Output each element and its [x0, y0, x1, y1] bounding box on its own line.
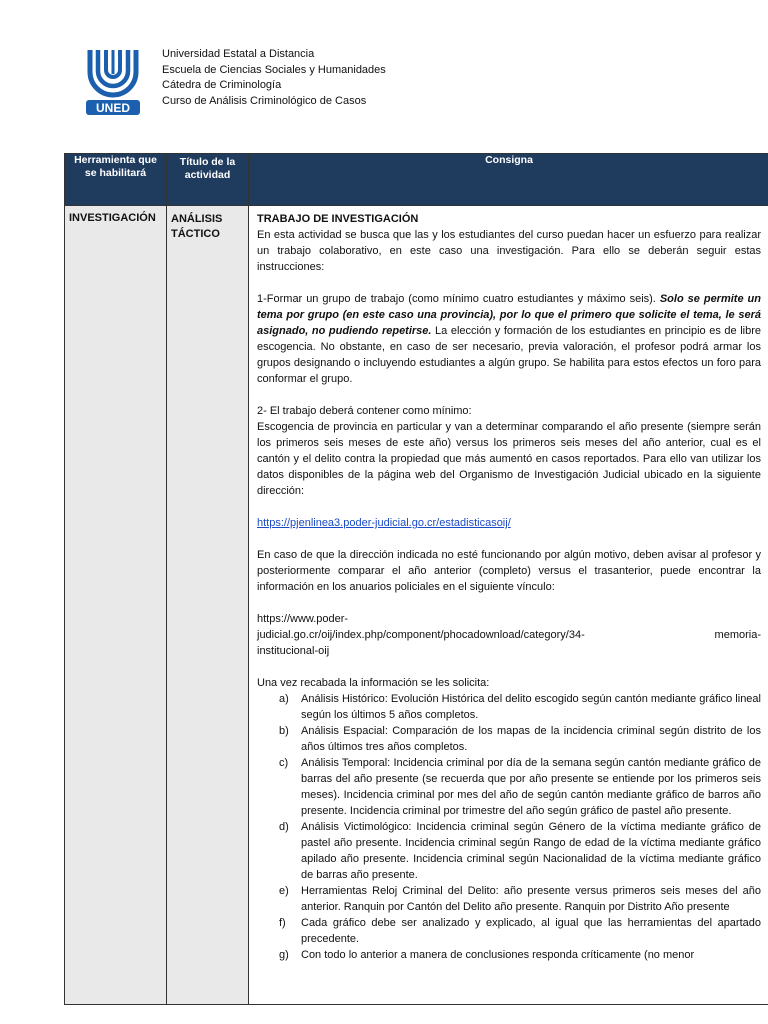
activity-cell: ANÁLISIS TÁCTICO: [167, 206, 249, 1005]
header-line: Curso de Análisis Criminológico de Casos: [162, 94, 367, 107]
instruction-cell: [249, 206, 768, 1005]
header-tool: Herramienta que se habilitará: [65, 154, 167, 206]
list-item: b) Análisis Espacial: Comparación de los mapas de la incidencia criminal según distrito de los años últimos tres años completos.: [279, 725, 761, 753]
url-line: https://www.poder-: [257, 613, 349, 625]
uned-logo: [84, 44, 142, 118]
header-line: Universidad Estatal a Distancia: [162, 48, 315, 60]
header-line: Escuela de Ciencias Sociales y Humanidades: [162, 63, 386, 76]
list-item: f) Cada gráfico debe ser analizado y explicado, al igual que las herramientas del apartado precedente.: [279, 917, 761, 945]
list-item: e) Herramientas Reloj Criminal del Delito: año presente versus primeros seis meses del año anterior. Ranquin por Cantón del Delito año presente. Ranquin por Distrito Año presente: [279, 885, 761, 913]
header-instruction: Consigna: [249, 154, 768, 206]
p1-start: 1-Formar un grupo de trabajo (como mínimo cuatro estudiantes y máximo seis).: [257, 293, 656, 305]
url-line: institucional-oij: [257, 645, 330, 657]
tool-cell: INVESTIGACIÓN: [65, 206, 167, 1005]
oij-statistics-link[interactable]: https://pjenlinea3.poder-judicial.go.cr/estadisticasoij/: [257, 517, 511, 529]
requirements-list: [257, 691, 761, 963]
list-item: g) Con todo lo anterior a manera de conclusiones responda críticamente (no menor: [279, 949, 695, 961]
header-line: Cátedra de Criminología: [162, 79, 282, 91]
table-header-row: [65, 154, 768, 206]
intro-paragraph: En esta actividad se busca que las y los estudiantes del curso puedan hacer un esfuerzo para realizar un trabajo colaborativo, en este caso una investigación. Para ello se deberán seguir estas instrucciones:: [257, 229, 761, 273]
url-line: judicial.go.cr/oij/index.php/component/phocadownload/category/34- memoria-: [257, 629, 761, 641]
activity-table: [64, 153, 768, 1005]
header-activity-title: Título de la actividad: [167, 154, 249, 206]
list-item: a) Análisis Histórico: Evolución Histórica del delito escogido según cantón mediante gráfico lineal según los últimos 5 años completos.: [279, 693, 761, 721]
table-row: [65, 206, 768, 1005]
section-heading: TRABAJO DE INVESTIGACIÓN: [257, 213, 419, 225]
paragraph-group-formation: [257, 291, 761, 387]
logo-text: UNED: [95, 101, 131, 115]
p1-emphasis: Solo se permite un tema por grupo (en este caso una provincia), por lo que el primero que solicite el tema, le será asignado, no pudiendo repetirse.: [257, 293, 761, 337]
list-item: c) Análisis Temporal: Incidencia criminal por día de la semana según cantón mediante gráfico de barras del año presente (se recuerda que por año presente se entiende por los primeros seis meses). Incidencia criminal por mes del año de según cantón mediante gráfico de barros año presente. Incidencia criminal por trimestre del año según gráfico de pastel año presente.: [279, 757, 761, 817]
p1-end: La elección y formación de los estudiantes en principio es de libre escogencia. No obstante, en caso de ser necesario, previa valoración, el profesor podrá armar los grupos designando o incluyendo estudiantes a algún grupo. Se habilita para estos efectos un foro para conformar el grupo.: [257, 325, 761, 385]
p2-title: 2- El trabajo deberá contener como mínimo:: [257, 405, 472, 417]
list-item: d) Análisis Victimológico: Incidencia criminal según Género de la víctima mediante gráfico de pastel año presente. Incidencia criminal según Rango de edad de la víctima mediante gráfico apilado año presente. Incidencia criminal según Nacionalidad de la víctima mediante gráfico de barras año presente.: [279, 821, 761, 881]
list-intro: Una vez recabada la información se les solicita:: [257, 677, 490, 689]
p2-body: Escogencia de provincia en particular y van a determinar comparando el año presente (siempre serán los primeros seis meses de este año) versus los primeros seis meses del año anterior, cual es el cantón y el delito contra la propiedad que más aumentó en casos reportados. Para ello van utilizar los datos disponibles de la página web del Organismo de Investigación Judicial ubicado en la siguiente dirección:: [257, 421, 761, 497]
p3-fallback: En caso de que la dirección indicada no esté funcionando por algún motivo, deben avisar al profesor y posteriormente comparar el año anterior (completo) versus el trasanterior, puede encontrar la información en los anuarios policiales en el siguiente vínculo:: [257, 549, 761, 593]
institution-header: [162, 47, 386, 109]
